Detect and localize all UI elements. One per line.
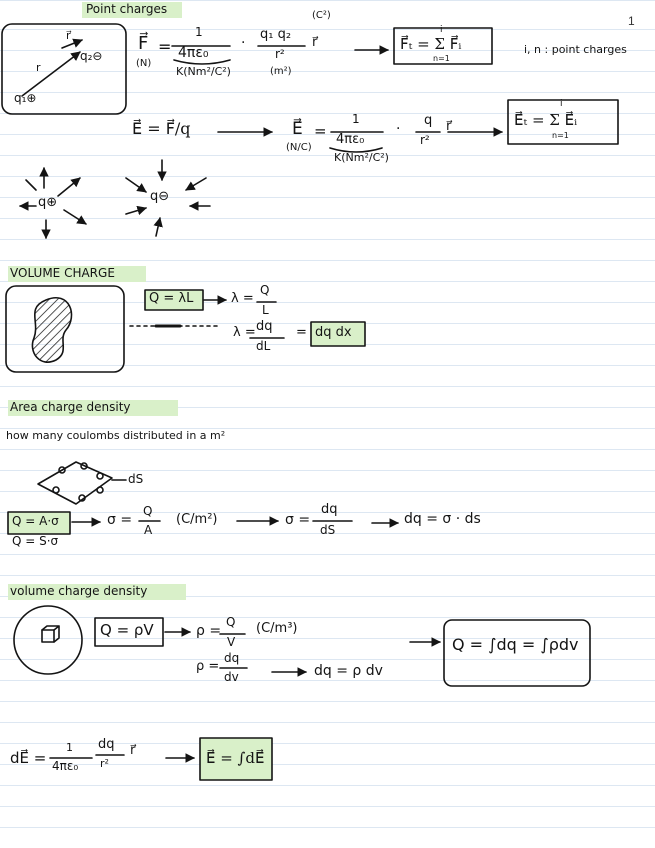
equals-2: = <box>314 122 327 140</box>
Q-area: Q = A·σ <box>12 514 59 528</box>
lambda-dq: dq <box>256 319 273 334</box>
equals-1: = <box>158 37 172 56</box>
sum-upper-1: i <box>440 25 443 35</box>
rho-dq: dq <box>224 651 240 665</box>
sigma-label: σ = <box>107 512 133 528</box>
dE-one: 1 <box>66 741 73 754</box>
dq-sigma-ds: dq = σ · ds <box>404 511 481 527</box>
field-k: K(Nm²/C²) <box>334 151 389 164</box>
field-unit: (N/C) <box>286 142 312 153</box>
positive-charge-label: q⊕ <box>38 195 58 210</box>
dS-label: dS <box>128 472 144 486</box>
dE-lhs: dE⃗ = <box>10 749 47 767</box>
field-denominator: 4πε₀ <box>336 132 365 147</box>
dE-r2: r² <box>100 757 109 770</box>
lambda-label-2: λ = <box>233 325 256 340</box>
section4-title: volume charge density <box>10 584 148 598</box>
Q-volume: Q = ρV <box>100 621 154 639</box>
field-q: q <box>424 113 433 128</box>
page-number: 1 <box>628 14 635 28</box>
lambda-label: λ = <box>231 291 254 306</box>
surface-element <box>38 462 126 504</box>
sigma-denominator: A <box>144 523 153 537</box>
vector-r-label: r <box>36 61 41 74</box>
q1q2: q₁ q₂ <box>260 27 292 42</box>
point-charge-note: i, n : point charges <box>524 43 627 56</box>
coulomb-denominator: 4πε₀ <box>178 45 209 61</box>
force-symbol: F⃗ <box>138 33 149 54</box>
section3-title: Area charge density <box>10 400 131 414</box>
force-unit: (N) <box>136 58 152 69</box>
coulomb-numerator: 1 <box>195 25 203 39</box>
E-integral: E⃗ = ∫dE⃗ <box>206 749 265 767</box>
rho-label: ρ = <box>196 623 222 639</box>
dot-1: · <box>241 35 246 51</box>
lambda-denominator: L <box>262 303 269 317</box>
sigma-dS: dS <box>320 523 336 537</box>
section1-title: Point charges <box>86 2 168 16</box>
lambda-numerator: Q <box>260 283 270 297</box>
total-field: E⃗ₜ = Σ E⃗ᵢ <box>514 111 578 129</box>
dE-fourpieps: 4πε₀ <box>52 759 79 773</box>
sigma-numerator: Q <box>143 504 153 518</box>
volume-charge-diagram <box>6 286 124 372</box>
equals-3: = <box>296 325 307 340</box>
section2-title: VOLUME CHARGE <box>10 266 115 280</box>
negative-charge-label: q⊖ <box>150 189 170 204</box>
dot-2: · <box>396 121 401 137</box>
sphere-diagram <box>14 606 82 674</box>
rho-denominator: V <box>227 635 236 649</box>
sigma-unit: (C/m²) <box>176 512 218 527</box>
dq-rho-dv: dq = ρ dv <box>314 663 383 679</box>
total-force: F⃗ₜ = Σ F⃗ᵢ <box>400 35 462 53</box>
sum-lower-2: n=1 <box>552 131 569 140</box>
unit-vector-label: r⃗ <box>66 29 71 42</box>
dE-r-hat: r⃗ <box>130 743 136 758</box>
lambda-dL: dL <box>256 339 271 353</box>
field-r2: r² <box>420 133 430 147</box>
sum-lower-1: n=1 <box>433 54 450 63</box>
dE-dq: dq <box>98 737 115 752</box>
sum-upper-2: i <box>560 99 563 109</box>
r-hat-1: r⃗ <box>312 35 318 50</box>
charge-units: (C²) <box>312 10 331 21</box>
r-hat-2: r⃗ <box>446 119 452 134</box>
section3-subtitle: how many coulombs distributed in a m² <box>6 429 226 442</box>
sigma-label-2: σ = <box>285 512 311 528</box>
coulomb-k: K(Nm²/C²) <box>176 65 231 78</box>
Q-linear: Q = λL <box>149 291 194 306</box>
Q-area-alt: Q = S·σ <box>12 534 59 548</box>
dq-dx: dq dx <box>315 325 352 340</box>
rho-label-2: ρ = <box>196 659 220 674</box>
rho-numerator: Q <box>226 615 236 629</box>
rho-unit: (C/m³) <box>256 621 298 636</box>
r-squared: r² <box>275 47 285 61</box>
sigma-dq: dq <box>321 502 338 517</box>
charge-q1: q₁⊕ <box>14 91 37 105</box>
rho-dv: dv <box>224 670 239 684</box>
field-numerator: 1 <box>352 112 360 126</box>
length-units: (m²) <box>270 66 292 77</box>
field-definition: E⃗ = F⃗/q <box>132 119 191 138</box>
field-symbol: E⃗ <box>292 119 303 139</box>
charge-q2: q₂⊖ <box>80 49 103 63</box>
charge-integral: Q = ∫dq = ∫ρdv <box>452 635 579 654</box>
